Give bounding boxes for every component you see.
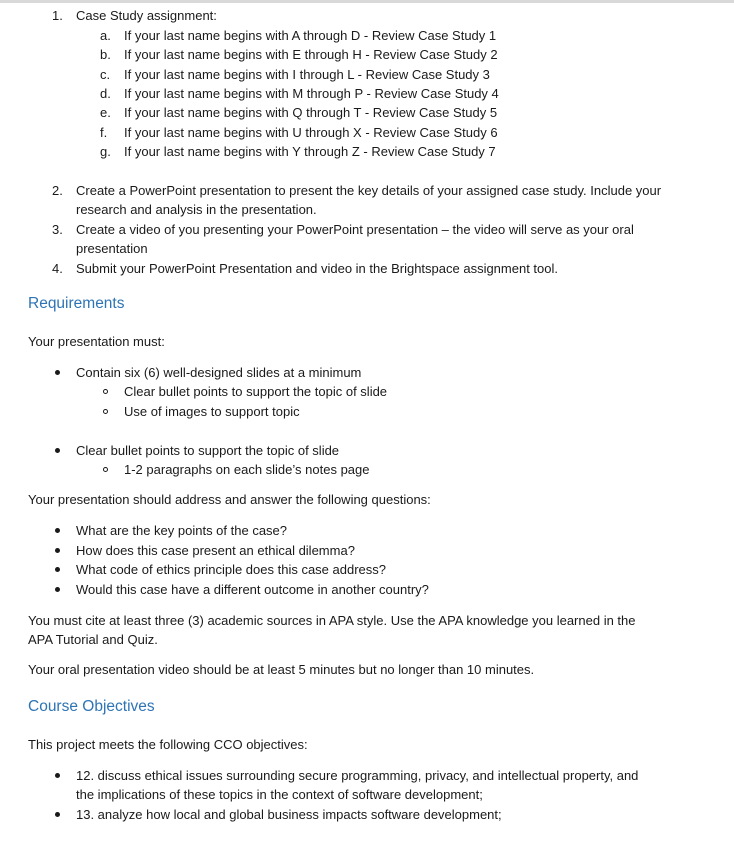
video-length-requirement: Your oral presentation video should be at least 5 minutes but no longer than 10 minutes. bbox=[28, 662, 535, 677]
step-3-number: 3. bbox=[52, 222, 63, 237]
case-item-text: If your last name begins with Y through Z - Review Case Study 7 bbox=[124, 144, 496, 159]
requirement-sub-bullet: 1-2 paragraphs on each slide’s notes page bbox=[124, 462, 370, 477]
bullet-icon bbox=[55, 548, 60, 553]
step-1-number: 1. bbox=[52, 8, 63, 23]
objective-item: 12. discuss ethical issues surrounding secure programming, privacy, and intellectual property, and the implications of these topics in the context of software development; bbox=[76, 768, 639, 803]
bullet-icon bbox=[55, 812, 60, 817]
case-item-letter: f. bbox=[100, 125, 108, 140]
bullet-icon bbox=[55, 773, 60, 778]
case-item-letter: b. bbox=[100, 47, 111, 62]
case-item-letter: c. bbox=[100, 67, 111, 82]
step-1-text: Case Study assignment: bbox=[76, 8, 217, 23]
bullet-icon bbox=[55, 370, 60, 375]
requirements-intro: Your presentation must: bbox=[28, 334, 165, 349]
sub-bullet-icon bbox=[103, 409, 108, 414]
page-top-border bbox=[0, 0, 734, 3]
bullet-icon bbox=[55, 528, 60, 533]
citation-requirement: You must cite at least three (3) academic sources in APA style. Use the APA knowledge you learned in the APA Tutorial and Quiz. bbox=[28, 613, 636, 648]
question-item: How does this case present an ethical dilemma? bbox=[76, 543, 355, 558]
step-2-text: Create a PowerPoint presentation to present the key details of your assigned case study. Include your research and analysis in the presentation. bbox=[76, 183, 662, 218]
question-item: What code of ethics principle does this case address? bbox=[76, 562, 387, 577]
objective-item: 13. analyze how local and global business impacts software development; bbox=[76, 807, 502, 822]
requirements-heading: Requirements bbox=[28, 295, 125, 312]
case-item-letter: d. bbox=[100, 86, 111, 101]
sub-bullet-icon bbox=[103, 389, 108, 394]
step-2-number: 2. bbox=[52, 183, 63, 198]
requirement-sub-bullet: Clear bullet points to support the topic of slide bbox=[124, 384, 388, 399]
bullet-icon bbox=[55, 587, 60, 592]
requirement-bullet: Clear bullet points to support the topic of slide bbox=[76, 443, 340, 458]
case-item-text: If your last name begins with A through D - Review Case Study 1 bbox=[124, 28, 497, 43]
case-item-letter: g. bbox=[100, 144, 111, 159]
requirement-bullet: Contain six (6) well-designed slides at a minimum bbox=[76, 365, 362, 380]
question-item: What are the key points of the case? bbox=[76, 523, 288, 538]
step-3-text: Create a video of you presenting your PowerPoint presentation – the video will serve as your oral presentation bbox=[76, 222, 634, 257]
case-item-letter: e. bbox=[100, 105, 111, 120]
step-4-number: 4. bbox=[52, 261, 63, 276]
case-item-text: If your last name begins with I through L - Review Case Study 3 bbox=[124, 67, 490, 82]
question-item: Would this case have a different outcome in another country? bbox=[76, 582, 429, 597]
case-item-text: If your last name begins with E through H - Review Case Study 2 bbox=[124, 47, 498, 62]
case-item-text: If your last name begins with Q through T - Review Case Study 5 bbox=[124, 105, 498, 120]
step-4-text: Submit your PowerPoint Presentation and video in the Brightspace assignment tool. bbox=[76, 261, 558, 276]
objectives-intro: This project meets the following CCO objectives: bbox=[28, 737, 308, 752]
case-item-letter: a. bbox=[100, 28, 111, 43]
requirement-sub-bullet: Use of images to support topic bbox=[124, 404, 300, 419]
course-objectives-heading: Course Objectives bbox=[28, 698, 155, 715]
sub-bullet-icon bbox=[103, 467, 108, 472]
case-item-text: If your last name begins with U through X - Review Case Study 6 bbox=[124, 125, 498, 140]
questions-intro: Your presentation should address and answer the following questions: bbox=[28, 492, 431, 507]
bullet-icon bbox=[55, 448, 60, 453]
case-item-text: If your last name begins with M through P - Review Case Study 4 bbox=[124, 86, 499, 101]
bullet-icon bbox=[55, 567, 60, 572]
